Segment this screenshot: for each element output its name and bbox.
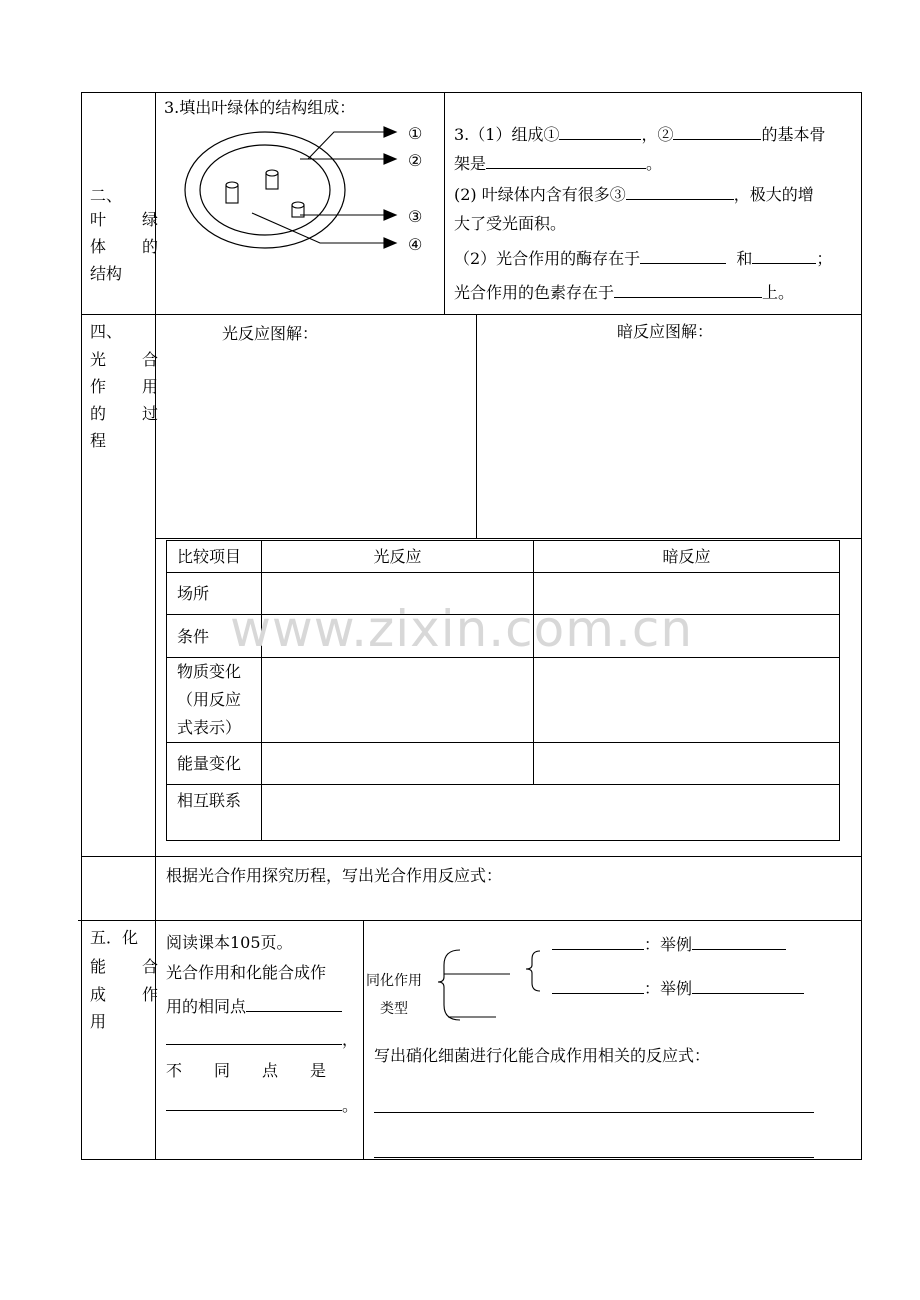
grana	[226, 170, 304, 217]
diagram-bottom-line	[155, 538, 862, 539]
big-brace	[438, 950, 460, 1020]
cell-material-light[interactable]	[262, 658, 534, 743]
same-line2	[166, 993, 342, 1020]
th-light: 光反应	[262, 541, 534, 573]
q1-line1	[454, 121, 825, 148]
blank-7[interactable]	[614, 281, 762, 298]
example-row-1	[552, 931, 786, 958]
q3-a: （2）光合作用的酶存在于	[454, 249, 641, 268]
blank-diff[interactable]	[166, 1094, 342, 1111]
sec4-label-line4: 的 过	[90, 404, 169, 423]
th-item: 比较项目	[167, 541, 262, 573]
q1-e: 。	[646, 154, 663, 173]
nitrify-prompt: 写出硝化细菌进行化能合成作用相关的反应式：	[374, 1046, 711, 1065]
q1-a: 3.（1）组成①	[454, 125, 560, 144]
frame-top	[81, 92, 862, 93]
marker-1: ①	[408, 124, 423, 143]
q2-b: ，极大的增	[733, 185, 814, 204]
same-line3	[166, 1026, 358, 1053]
sec4-label-line2: 光 合	[90, 350, 169, 369]
q3-b: 和	[736, 249, 753, 268]
frame-bottom	[81, 1159, 862, 1160]
blank-3[interactable]	[486, 152, 646, 169]
pointer-1	[308, 132, 386, 159]
example1: ：举例	[644, 935, 693, 954]
sec2-label-line1: 二、	[90, 186, 123, 205]
q3-line1	[454, 245, 832, 272]
q1-c: 的基本骨	[761, 125, 826, 144]
row-relation: 相互联系	[167, 785, 262, 841]
cell-energy-dark[interactable]	[534, 743, 840, 785]
blank-type-2[interactable]	[552, 977, 644, 994]
cell-energy-light[interactable]	[262, 743, 534, 785]
blank-5[interactable]	[640, 247, 726, 264]
q3-c: ；	[816, 249, 833, 268]
row-material-line3: 式表示）	[177, 718, 242, 737]
th-dark: 暗反应	[534, 541, 840, 573]
marker-3: ③	[408, 207, 423, 226]
diff-line2	[166, 1092, 358, 1119]
blank-1[interactable]	[559, 123, 641, 140]
sec2-label-line4: 结构	[90, 264, 123, 283]
q1-line2	[454, 150, 662, 177]
same-c: ，	[342, 1030, 359, 1049]
chloroplast-question-title: 3.填出叶绿体的结构组成：	[164, 98, 356, 117]
assimilation-label: 同化作用	[366, 973, 422, 989]
blank-6[interactable]	[752, 247, 816, 264]
blank-example-1[interactable]	[692, 933, 786, 950]
row-divider-1	[81, 314, 862, 315]
type-label: 类型	[380, 1001, 408, 1017]
q2-line2: 大了受光面积。	[454, 214, 567, 233]
row-divider-3	[78, 920, 862, 921]
formula-prompt: 根据光合作用探究历程，写出光合作用反应式：	[166, 866, 503, 885]
example2: ：举例	[644, 979, 693, 998]
answer-line-1[interactable]	[374, 1112, 814, 1113]
example-row-2	[552, 975, 804, 1002]
blank-2[interactable]	[673, 123, 761, 140]
diff-end: 。	[342, 1096, 359, 1115]
frame-left	[81, 92, 82, 1160]
pointer-4	[252, 213, 386, 243]
row-condition: 条件	[167, 615, 262, 658]
sec5-label-line1: 五．化	[90, 928, 139, 947]
row-material-line1: 物质变化	[177, 662, 242, 681]
row-material-line2: （用反应	[177, 690, 242, 709]
dark-reaction-title: 暗反应图解：	[617, 322, 714, 341]
sec5-label-line2: 能 合	[90, 957, 169, 976]
read-textbook: 阅读课本105页。	[166, 933, 293, 952]
sec4-label-line3: 作 用	[90, 377, 169, 396]
same-line1: 光合作用和化能合成作	[166, 963, 327, 982]
brace-diagram	[430, 945, 550, 1025]
blank-type-1[interactable]	[552, 933, 644, 950]
row-place: 场所	[167, 573, 262, 615]
blank-same-2[interactable]	[166, 1028, 342, 1045]
cell-material-dark[interactable]	[534, 658, 840, 743]
comparison-table	[166, 540, 840, 841]
q3-line2	[454, 279, 794, 306]
sec2-label-line3: 体 的	[90, 237, 169, 256]
sec2-label-line2: 叶 绿	[90, 210, 169, 229]
sec4-label-line1: 四、	[90, 322, 123, 341]
q1-d: 架是	[454, 154, 487, 173]
cell-relation[interactable]	[262, 785, 840, 841]
row-divider-2	[81, 856, 862, 857]
sec5-label-line3: 成 作	[90, 985, 169, 1004]
frame-right	[861, 92, 862, 1160]
chloroplast-diagram	[160, 115, 445, 260]
blank-example-2[interactable]	[692, 977, 804, 994]
sec5-col-divider	[363, 920, 364, 1160]
sec5-label-line4: 用	[90, 1012, 107, 1031]
q2-a: (2) 叶绿体内含有很多③	[454, 185, 626, 204]
blank-4[interactable]	[626, 183, 734, 200]
same-b: 用的相同点	[166, 997, 247, 1016]
sec4-label-line5: 程	[90, 431, 107, 450]
row-energy-change: 能量变化	[167, 743, 262, 785]
outer-membrane	[185, 132, 345, 248]
diff-line: 不 同 点 是	[166, 1061, 327, 1080]
q2-line1	[454, 181, 814, 208]
marker-2: ②	[408, 151, 423, 170]
q3-e: 上。	[762, 283, 795, 302]
q3-d: 光合作用的色素存在于	[454, 283, 615, 302]
blank-same[interactable]	[246, 995, 342, 1012]
q1-b: ，②	[641, 125, 674, 144]
small-brace	[526, 951, 540, 991]
marker-4: ④	[408, 235, 423, 254]
watermark: www.zixin.com.cn	[230, 600, 694, 658]
sec4-col-divider	[476, 314, 477, 539]
answer-line-2[interactable]	[374, 1157, 814, 1158]
light-reaction-title: 光反应图解：	[222, 324, 319, 343]
row-material-change	[167, 658, 262, 743]
